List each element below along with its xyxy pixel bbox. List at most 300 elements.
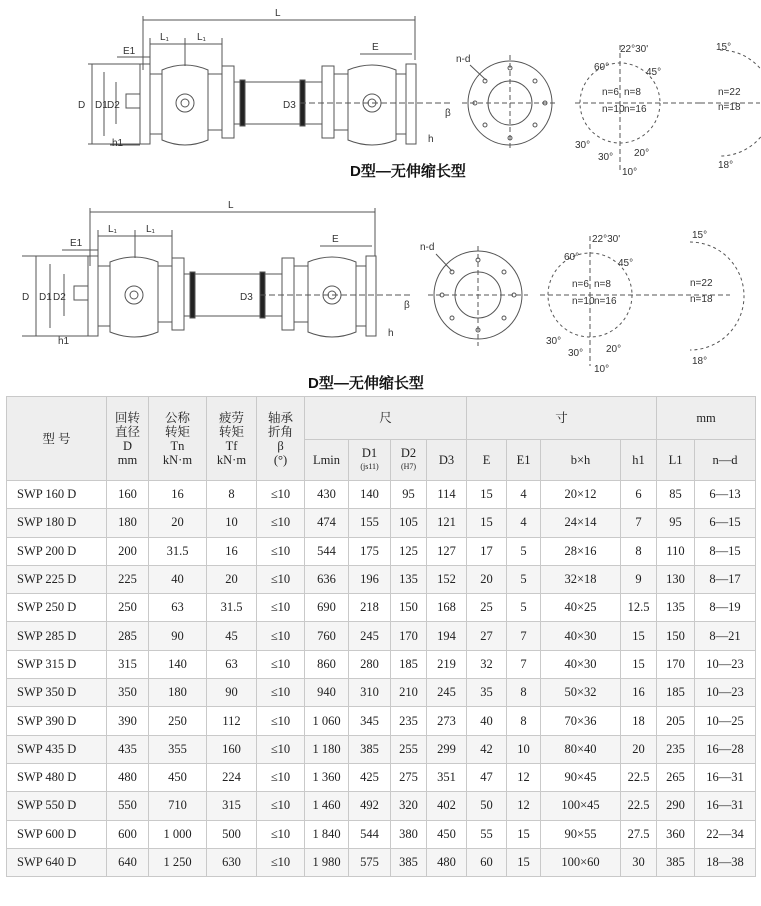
n18: n=18 bbox=[690, 294, 713, 305]
table-cell: 20×12 bbox=[541, 481, 621, 509]
dim-L: L bbox=[275, 8, 281, 19]
angle-22-30: 22°30' bbox=[592, 234, 621, 245]
header-col-label: L1 bbox=[668, 453, 683, 467]
table-cell: 135 bbox=[391, 565, 427, 593]
table-cell: 6—15 bbox=[695, 509, 756, 537]
angle-60: 60° bbox=[564, 252, 580, 263]
angle-60: 60° bbox=[594, 62, 610, 73]
header-col-label: b×h bbox=[570, 453, 591, 467]
table-row bbox=[7, 565, 756, 593]
angle-22-30: 22°30' bbox=[620, 44, 649, 55]
table-cell: 15 bbox=[467, 481, 507, 509]
header-model: 型 号 bbox=[7, 397, 107, 481]
table-cell: 275 bbox=[391, 763, 427, 791]
table-cell: 8 bbox=[207, 481, 257, 509]
header-col-sub: (js11) bbox=[360, 462, 379, 471]
table-cell: 22.5 bbox=[621, 763, 657, 791]
table-cell: ≤10 bbox=[257, 650, 305, 678]
table-cell: 105 bbox=[391, 509, 427, 537]
table-cell: 315 bbox=[207, 792, 257, 820]
table-cell: 125 bbox=[391, 537, 427, 565]
table-cell: 15 bbox=[507, 848, 541, 876]
table-cell: 8 bbox=[621, 537, 657, 565]
table-cell: 168 bbox=[427, 594, 467, 622]
table-cell: 16 bbox=[207, 537, 257, 565]
table-cell: ≤10 bbox=[257, 707, 305, 735]
header-col-3 bbox=[427, 440, 467, 481]
table-cell: 1 000 bbox=[149, 820, 207, 848]
dim-L: L bbox=[228, 200, 234, 211]
dim-h1: h1 bbox=[58, 336, 70, 347]
table-cell: 360 bbox=[657, 820, 695, 848]
n8: n=8 bbox=[594, 279, 611, 290]
dim-D: D bbox=[78, 100, 86, 111]
table-cell: 320 bbox=[391, 792, 427, 820]
table-cell: 175 bbox=[349, 537, 391, 565]
table-cell: 9 bbox=[621, 565, 657, 593]
table-cell: 5 bbox=[507, 594, 541, 622]
dim-L1-left: L₁ bbox=[108, 224, 117, 235]
table-cell: 127 bbox=[427, 537, 467, 565]
table-cell: 4 bbox=[507, 481, 541, 509]
table-cell: 22.5 bbox=[621, 792, 657, 820]
table-cell: 130 bbox=[657, 565, 695, 593]
header-torque-n-l2: 转矩 bbox=[164, 424, 190, 439]
table-cell: 640 bbox=[107, 848, 149, 876]
table-cell: 1 060 bbox=[305, 707, 349, 735]
table-cell: 1 180 bbox=[305, 735, 349, 763]
table-cell: 480 bbox=[107, 763, 149, 791]
table-cell: 225 bbox=[107, 565, 149, 593]
table-row bbox=[7, 622, 756, 650]
table-cell: 245 bbox=[427, 679, 467, 707]
table-cell: 250 bbox=[107, 594, 149, 622]
table-cell: 10—23 bbox=[695, 679, 756, 707]
header-col-0 bbox=[305, 440, 349, 481]
table-cell: 196 bbox=[349, 565, 391, 593]
table-cell: 85 bbox=[657, 481, 695, 509]
table-cell: 45 bbox=[207, 622, 257, 650]
table-cell: 474 bbox=[305, 509, 349, 537]
header-col-label: D1 bbox=[361, 446, 378, 460]
header-col-label: E bbox=[482, 453, 491, 467]
table-cell: 110 bbox=[657, 537, 695, 565]
table-cell: ≤10 bbox=[257, 594, 305, 622]
model-cell: SWP 250 D bbox=[7, 594, 107, 622]
table-cell: 25 bbox=[467, 594, 507, 622]
n16: n=16 bbox=[594, 296, 617, 307]
table-cell: ≤10 bbox=[257, 848, 305, 876]
dim-E: E bbox=[372, 42, 379, 53]
table-row bbox=[7, 594, 756, 622]
table-cell: 636 bbox=[305, 565, 349, 593]
model-cell: SWP 640 D bbox=[7, 848, 107, 876]
header-torque-f-l3: Tf bbox=[225, 438, 238, 453]
table-cell: 20 bbox=[467, 565, 507, 593]
table-cell: 18 bbox=[621, 707, 657, 735]
table-cell: 345 bbox=[349, 707, 391, 735]
n22: n=22 bbox=[690, 278, 713, 289]
model-cell: SWP 350 D bbox=[7, 679, 107, 707]
table-cell: 63 bbox=[149, 594, 207, 622]
table-cell: 90×45 bbox=[541, 763, 621, 791]
table-cell: ≤10 bbox=[257, 537, 305, 565]
table-cell: 40×30 bbox=[541, 622, 621, 650]
n6: n=6 bbox=[602, 87, 619, 98]
angle-30-b: 30° bbox=[568, 348, 584, 359]
table-row bbox=[7, 707, 756, 735]
table-cell: 7 bbox=[507, 650, 541, 678]
table-cell: 550 bbox=[107, 792, 149, 820]
model-cell: SWP 435 D bbox=[7, 735, 107, 763]
dim-D1: D1 bbox=[39, 292, 52, 303]
header-col-label: Lmin bbox=[312, 453, 341, 467]
table-cell: 95 bbox=[657, 509, 695, 537]
table-cell: 28×16 bbox=[541, 537, 621, 565]
dim-E: E bbox=[332, 234, 339, 245]
header-rot-dia-l2: 直径 bbox=[114, 424, 140, 439]
table-cell: 95 bbox=[391, 481, 427, 509]
angle-15: 15° bbox=[716, 42, 732, 53]
header-col-label: h1 bbox=[632, 453, 645, 467]
label-nd: n-d bbox=[420, 242, 435, 253]
header-dim-chi: 尺 bbox=[305, 397, 467, 440]
table-cell: 40 bbox=[467, 707, 507, 735]
table-cell: 255 bbox=[391, 735, 427, 763]
table-cell: ≤10 bbox=[257, 565, 305, 593]
model-cell: SWP 315 D bbox=[7, 650, 107, 678]
shaft-drawing-lower bbox=[0, 196, 761, 396]
header-col-2 bbox=[391, 440, 427, 481]
dim-D2: D2 bbox=[107, 100, 120, 111]
table-cell: 121 bbox=[427, 509, 467, 537]
table-cell: 1 460 bbox=[305, 792, 349, 820]
angle-18: 18° bbox=[718, 160, 734, 171]
header-rot-dia-l1: 回转 bbox=[114, 410, 140, 425]
header-torque-n bbox=[149, 397, 207, 481]
table-cell: 450 bbox=[149, 763, 207, 791]
table-cell: 31.5 bbox=[149, 537, 207, 565]
table-cell: 135 bbox=[657, 594, 695, 622]
header-col-sub: (H7) bbox=[400, 462, 417, 471]
angle-18: 18° bbox=[692, 356, 708, 367]
angle-20: 20° bbox=[634, 148, 650, 159]
table-cell: 16—31 bbox=[695, 763, 756, 791]
header-col-4 bbox=[467, 440, 507, 481]
table-cell: 90 bbox=[149, 622, 207, 650]
table-cell: 12 bbox=[507, 763, 541, 791]
table-cell: 42 bbox=[467, 735, 507, 763]
table-cell: 27 bbox=[467, 622, 507, 650]
table-cell: 6—13 bbox=[695, 481, 756, 509]
table-cell: 140 bbox=[149, 650, 207, 678]
header-torque-n-l3: Tn bbox=[170, 438, 185, 453]
table-cell: 50×32 bbox=[541, 679, 621, 707]
table-cell: 450 bbox=[427, 820, 467, 848]
table-cell: ≤10 bbox=[257, 509, 305, 537]
table-cell: 390 bbox=[107, 707, 149, 735]
header-col-5 bbox=[507, 440, 541, 481]
header-angle-l2: 折角 bbox=[267, 424, 293, 439]
table-cell: 170 bbox=[657, 650, 695, 678]
table-cell: 5 bbox=[507, 537, 541, 565]
n22: n=22 bbox=[718, 87, 741, 98]
dim-D2: D2 bbox=[53, 292, 66, 303]
table-cell: 10—25 bbox=[695, 707, 756, 735]
table-cell: 205 bbox=[657, 707, 695, 735]
table-cell: 16 bbox=[149, 481, 207, 509]
table-cell: 16 bbox=[621, 679, 657, 707]
model-cell: SWP 600 D bbox=[7, 820, 107, 848]
table-cell: 180 bbox=[149, 679, 207, 707]
table-cell: 480 bbox=[427, 848, 467, 876]
header-unit: mm bbox=[657, 397, 756, 440]
table-cell: 290 bbox=[657, 792, 695, 820]
table-cell: 4 bbox=[507, 509, 541, 537]
table-cell: 245 bbox=[349, 622, 391, 650]
header-rot-dia bbox=[107, 397, 149, 481]
table-cell: ≤10 bbox=[257, 820, 305, 848]
table-cell: 385 bbox=[657, 848, 695, 876]
angle-30-a: 30° bbox=[546, 336, 562, 347]
table-cell: 20 bbox=[149, 509, 207, 537]
table-cell: 194 bbox=[427, 622, 467, 650]
table-cell: 180 bbox=[107, 509, 149, 537]
table-cell: 31.5 bbox=[207, 594, 257, 622]
table-cell: 940 bbox=[305, 679, 349, 707]
table-cell: 112 bbox=[207, 707, 257, 735]
table-cell: 15 bbox=[621, 622, 657, 650]
table-cell: 17 bbox=[467, 537, 507, 565]
angle-30-b: 30° bbox=[598, 152, 614, 163]
caption-upper: D型—无伸缩长型 bbox=[350, 163, 466, 180]
table-cell: ≤10 bbox=[257, 792, 305, 820]
model-cell: SWP 160 D bbox=[7, 481, 107, 509]
table-cell: 265 bbox=[657, 763, 695, 791]
dim-beta: β bbox=[445, 108, 451, 119]
table-cell: 150 bbox=[391, 594, 427, 622]
table-cell: 380 bbox=[391, 820, 427, 848]
table-cell: 185 bbox=[391, 650, 427, 678]
n10: n=10 bbox=[572, 296, 595, 307]
table-row bbox=[7, 848, 756, 876]
table-row bbox=[7, 679, 756, 707]
table-cell: 90×55 bbox=[541, 820, 621, 848]
table-cell: 8 bbox=[507, 679, 541, 707]
angle-30-a: 30° bbox=[575, 140, 591, 151]
table-cell: 10 bbox=[507, 735, 541, 763]
table-cell: 8—21 bbox=[695, 622, 756, 650]
table-cell: 152 bbox=[427, 565, 467, 593]
table-cell: 5 bbox=[507, 565, 541, 593]
header-torque-f-l2: 转矩 bbox=[218, 424, 244, 439]
table-cell: 12 bbox=[507, 792, 541, 820]
header-angle bbox=[257, 397, 305, 481]
table-cell: 40×25 bbox=[541, 594, 621, 622]
dim-D1: D1 bbox=[95, 100, 108, 111]
table-cell: 1 980 bbox=[305, 848, 349, 876]
angle-45: 45° bbox=[618, 258, 634, 269]
table-cell: 40×30 bbox=[541, 650, 621, 678]
table-cell: ≤10 bbox=[257, 735, 305, 763]
model-cell: SWP 180 D bbox=[7, 509, 107, 537]
caption-lower: D型—无伸缩长型 bbox=[308, 375, 424, 392]
table-cell: 10 bbox=[207, 509, 257, 537]
table-cell: 250 bbox=[149, 707, 207, 735]
table-cell: 385 bbox=[349, 735, 391, 763]
header-angle-l3: β bbox=[277, 438, 284, 453]
table-cell: 35 bbox=[467, 679, 507, 707]
table-cell: 20 bbox=[621, 735, 657, 763]
header-col-label: D3 bbox=[438, 453, 455, 467]
header-torque-f bbox=[207, 397, 257, 481]
table-cell: ≤10 bbox=[257, 763, 305, 791]
table-cell: 630 bbox=[207, 848, 257, 876]
table-cell: 600 bbox=[107, 820, 149, 848]
header-col-label: E1 bbox=[516, 453, 531, 467]
table-cell: 24×14 bbox=[541, 509, 621, 537]
dim-L1-left: L₁ bbox=[160, 32, 169, 43]
n18: n=18 bbox=[718, 102, 741, 113]
n8: n=8 bbox=[624, 87, 641, 98]
table-cell: 160 bbox=[207, 735, 257, 763]
table-row bbox=[7, 537, 756, 565]
table-cell: 200 bbox=[107, 537, 149, 565]
dim-h: h bbox=[388, 328, 394, 339]
table-cell: 285 bbox=[107, 622, 149, 650]
header-col-1 bbox=[349, 440, 391, 481]
table-cell: 30 bbox=[621, 848, 657, 876]
dim-h: h bbox=[428, 134, 434, 145]
table-cell: 273 bbox=[427, 707, 467, 735]
table-cell: 140 bbox=[349, 481, 391, 509]
table-cell: 10—23 bbox=[695, 650, 756, 678]
header-dim-cun: 寸 bbox=[467, 397, 657, 440]
model-cell: SWP 550 D bbox=[7, 792, 107, 820]
table-cell: 47 bbox=[467, 763, 507, 791]
header-col-6 bbox=[541, 440, 621, 481]
header-torque-f-l1: 疲劳 bbox=[218, 410, 244, 425]
table-cell: 235 bbox=[391, 707, 427, 735]
table-cell: 8—17 bbox=[695, 565, 756, 593]
table-cell: 575 bbox=[349, 848, 391, 876]
table-cell: 12.5 bbox=[621, 594, 657, 622]
table-cell: 690 bbox=[305, 594, 349, 622]
table-cell: 6 bbox=[621, 481, 657, 509]
spec-table bbox=[6, 396, 756, 877]
header-torque-n-l4: kN·m bbox=[162, 452, 193, 467]
table-cell: 218 bbox=[349, 594, 391, 622]
table-cell: 16—31 bbox=[695, 792, 756, 820]
angle-10: 10° bbox=[594, 364, 610, 375]
table-cell: 160 bbox=[107, 481, 149, 509]
header-torque-f-l4: kN·m bbox=[216, 452, 247, 467]
table-cell: 310 bbox=[349, 679, 391, 707]
table-cell: 32 bbox=[467, 650, 507, 678]
table-row bbox=[7, 650, 756, 678]
header-angle-l4: (°) bbox=[273, 452, 288, 467]
table-cell: ≤10 bbox=[257, 481, 305, 509]
model-cell: SWP 200 D bbox=[7, 537, 107, 565]
table-cell: 219 bbox=[427, 650, 467, 678]
table-cell: 20 bbox=[207, 565, 257, 593]
dim-D3: D3 bbox=[240, 292, 253, 303]
model-cell: SWP 225 D bbox=[7, 565, 107, 593]
table-cell: ≤10 bbox=[257, 679, 305, 707]
drawing-lower bbox=[0, 196, 761, 396]
table-cell: 155 bbox=[349, 509, 391, 537]
table-cell: 280 bbox=[349, 650, 391, 678]
header-col-9 bbox=[695, 440, 756, 481]
table-cell: 235 bbox=[657, 735, 695, 763]
table-cell: 22—34 bbox=[695, 820, 756, 848]
n10: n=10 bbox=[602, 104, 625, 115]
n16: n=16 bbox=[624, 104, 647, 115]
dim-E1: E1 bbox=[70, 238, 83, 249]
table-row bbox=[7, 735, 756, 763]
header-col-7 bbox=[621, 440, 657, 481]
table-cell: 8—15 bbox=[695, 537, 756, 565]
angle-10: 10° bbox=[622, 167, 638, 178]
table-cell: 435 bbox=[107, 735, 149, 763]
table-cell: 351 bbox=[427, 763, 467, 791]
table-cell: 114 bbox=[427, 481, 467, 509]
table-cell: 1 250 bbox=[149, 848, 207, 876]
table-cell: 80×40 bbox=[541, 735, 621, 763]
dim-E1: E1 bbox=[123, 46, 136, 57]
dim-L1-right: L₁ bbox=[197, 32, 206, 43]
header-angle-l1: 轴承 bbox=[267, 410, 293, 425]
angle-45: 45° bbox=[646, 67, 662, 78]
header-rot-dia-l4: mm bbox=[117, 452, 138, 467]
table-cell: 425 bbox=[349, 763, 391, 791]
table-cell: 492 bbox=[349, 792, 391, 820]
table-cell: 27.5 bbox=[621, 820, 657, 848]
table-cell: 860 bbox=[305, 650, 349, 678]
table-cell: 8 bbox=[507, 707, 541, 735]
table-cell: 315 bbox=[107, 650, 149, 678]
table-cell: 70×36 bbox=[541, 707, 621, 735]
table-cell: 15 bbox=[507, 820, 541, 848]
table-cell: 8—19 bbox=[695, 594, 756, 622]
table-row bbox=[7, 509, 756, 537]
dim-beta: β bbox=[404, 300, 410, 311]
header-col-8 bbox=[657, 440, 695, 481]
table-cell: 90 bbox=[207, 679, 257, 707]
header-col-label: n—d bbox=[712, 453, 738, 467]
table-cell: 7 bbox=[507, 622, 541, 650]
table-cell: 544 bbox=[305, 537, 349, 565]
drawing-upper bbox=[0, 0, 761, 200]
table-cell: 7 bbox=[621, 509, 657, 537]
table-cell: 40 bbox=[149, 565, 207, 593]
table-cell: 430 bbox=[305, 481, 349, 509]
table-cell: 385 bbox=[391, 848, 427, 876]
table-cell: 1 360 bbox=[305, 763, 349, 791]
dim-D3: D3 bbox=[283, 100, 296, 111]
table-cell: 350 bbox=[107, 679, 149, 707]
table-cell: 1 840 bbox=[305, 820, 349, 848]
angle-20: 20° bbox=[606, 344, 622, 355]
table-cell: 100×60 bbox=[541, 848, 621, 876]
model-cell: SWP 285 D bbox=[7, 622, 107, 650]
dim-h1: h1 bbox=[112, 138, 124, 149]
table-cell: 60 bbox=[467, 848, 507, 876]
table-cell: 32×18 bbox=[541, 565, 621, 593]
table-cell: 210 bbox=[391, 679, 427, 707]
table-cell: 710 bbox=[149, 792, 207, 820]
table-cell: 15 bbox=[467, 509, 507, 537]
